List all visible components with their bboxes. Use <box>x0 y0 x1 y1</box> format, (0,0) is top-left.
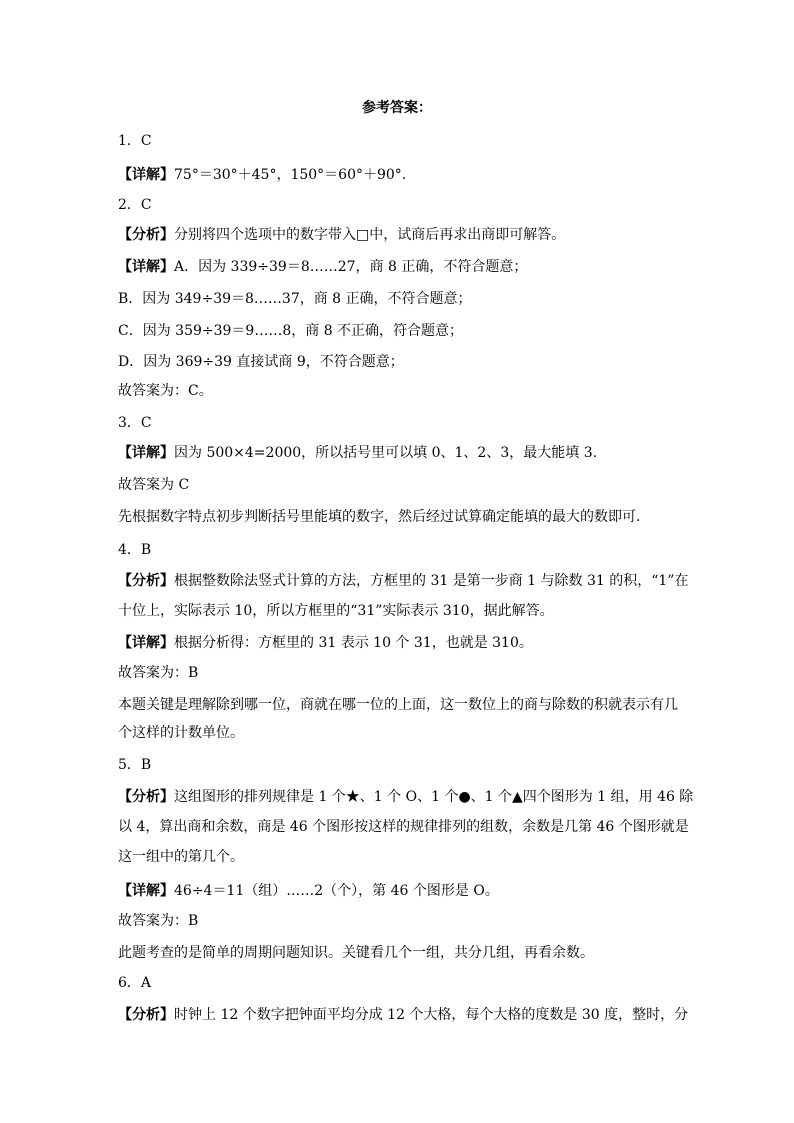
line-text: B．因为 349÷39＝8……37，商 8 正确，不符合题意； <box>118 291 472 307</box>
section-tag: 【详解】 <box>118 883 174 899</box>
line-text: 3．C <box>118 415 152 431</box>
line-text: C．因为 359÷39＝9……8，商 8 不正确，符合题意； <box>118 323 464 339</box>
line-text: 这一组中的第几个。 <box>118 849 244 865</box>
page-title: 参考答案： <box>362 100 432 116</box>
answer-line <box>118 381 213 401</box>
section-tag: 【详解】 <box>118 635 174 651</box>
line-text: 时钟上 12 个数字把钟面平均分成 12 个大格，每个大格的度数是 30 度，整时，分 <box>174 1007 689 1023</box>
answer-line <box>118 723 244 743</box>
answer-line <box>118 847 244 867</box>
section-tag: 【详解】 <box>118 445 174 461</box>
line-text: A．因为 339÷39＝8……27，商 8 正确，不符合题意； <box>174 259 528 275</box>
answer-line <box>118 601 554 621</box>
line-text: 分别将四个选项中的数字带入□中，试商后再求出商即可解答。 <box>174 227 566 243</box>
line-text: 根据分析得：方框里的 31 表示 10 个 31，也就是 310。 <box>174 635 533 651</box>
line-text: 根据整数除法竖式计算的方法，方框里的 31 是第一步商 1 与除数 31 的积，“1”在 <box>174 573 689 589</box>
answer-line <box>118 321 463 341</box>
answer-line <box>118 817 689 837</box>
answer-line <box>118 165 406 185</box>
line-text: 先根据数字特点初步判断括号里能填的数字，然后经过试算确定能填的最大的数即可. <box>118 509 641 525</box>
answer-line <box>118 911 198 931</box>
line-text: 故答案为：B <box>118 913 199 929</box>
answer-line <box>118 695 678 715</box>
line-text: 个这样的计数单位。 <box>118 725 244 741</box>
section-tag: 【分析】 <box>118 1007 174 1023</box>
line-text: 2．C <box>118 197 152 213</box>
line-text: 46÷4＝11（组）……2（个），第 46 个图形是 O。 <box>174 883 499 899</box>
answer-line <box>118 571 688 591</box>
answer-line <box>118 973 151 993</box>
section-tag: 【详解】 <box>118 259 174 275</box>
answer-line <box>118 289 472 309</box>
answer-line <box>118 352 404 372</box>
answer-line <box>118 540 151 560</box>
section-tag: 【分析】 <box>118 573 174 589</box>
answer-line <box>118 131 152 151</box>
line-text: 此题考查的是简单的周期问题知识。关键看几个一组，共分几组，再看余数。 <box>118 945 594 961</box>
answer-line <box>118 257 527 277</box>
answer-line <box>118 943 594 963</box>
answer-line <box>118 755 151 775</box>
line-text: 故答案为：C。 <box>118 383 213 399</box>
line-text: 4．B <box>118 542 152 558</box>
line-text: 1．C <box>118 133 152 149</box>
section-tag: 【分析】 <box>118 789 174 805</box>
line-text: 5．B <box>118 757 152 773</box>
answer-line <box>118 787 693 807</box>
answer-line <box>118 1005 688 1025</box>
line-text: 十位上，实际表示 10，所以方框里的“31”实际表示 310，据此解答。 <box>118 603 554 619</box>
answer-line <box>118 507 640 527</box>
line-text: 这组图形的排列规律是 1 个★、1 个 O、1 个●、1 个▲四个图形为 1 组，用 46 除 <box>174 789 694 805</box>
line-text: 本题关键是理解除到哪一位，商就在哪一位的上面，这一数位上的商与除数的积就表示有几 <box>118 697 678 713</box>
answer-line <box>118 633 533 653</box>
answer-line <box>118 475 189 495</box>
section-tag: 【详解】 <box>118 167 174 183</box>
line-text: D．因为 369÷39 直接试商 9，不符合题意； <box>118 354 404 370</box>
answer-line <box>118 413 152 433</box>
line-text: 以 4，算出商和余数，商是 46 个图形按这样的规律排列的组数，余数是几第 46 个图形就是 <box>118 819 689 835</box>
section-tag: 【分析】 <box>118 227 174 243</box>
answer-line <box>118 195 152 215</box>
answer-line <box>118 663 198 683</box>
line-text: 75°＝30°＋45°，150°＝60°＋90°. <box>174 167 407 183</box>
line-text: 因为 500×4=2000，所以括号里可以填 0、1、2、3，最大能填 3. <box>174 445 598 461</box>
answer-line <box>118 881 499 901</box>
answer-line <box>118 443 597 463</box>
line-text: 故答案为 C <box>118 477 190 493</box>
line-text: 故答案为：B <box>118 665 199 681</box>
answer-line <box>118 225 565 245</box>
line-text: 6．A <box>118 975 152 991</box>
